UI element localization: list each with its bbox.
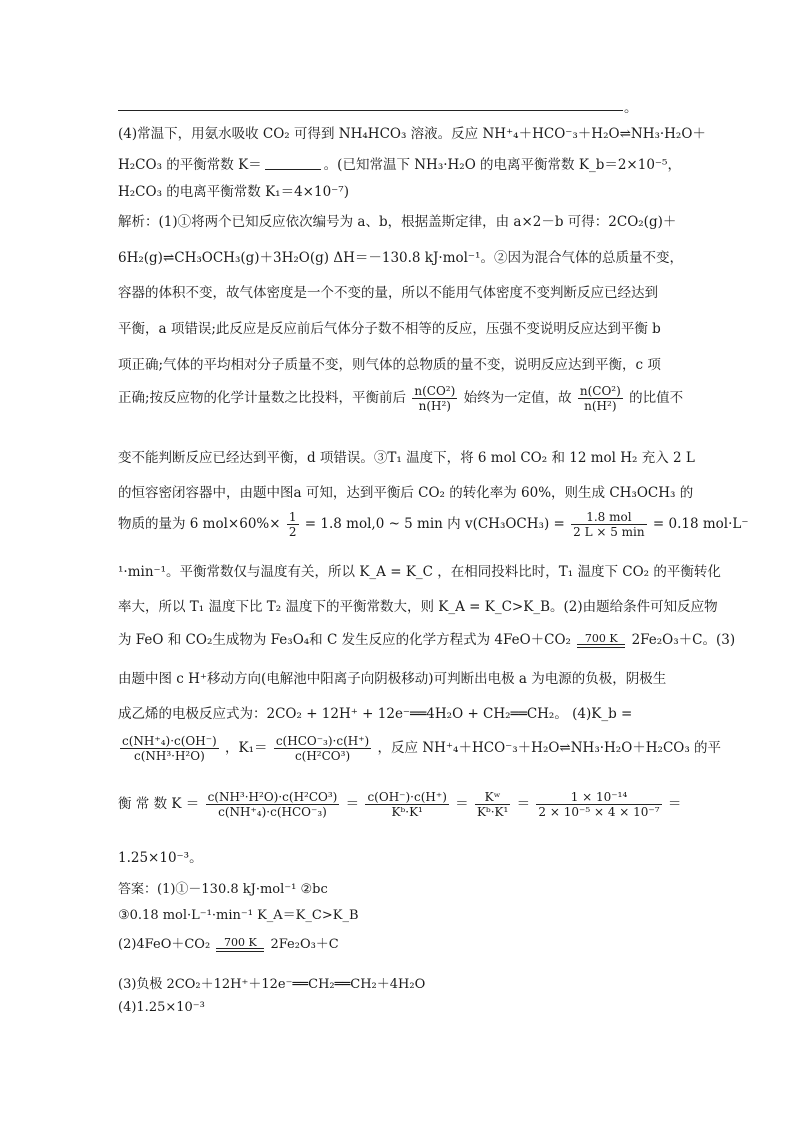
fraction-co2-h2-2: $\frac{\text{n(CO²)}}{\text{n(H²)}}$ — [579, 384, 621, 413]
answer-line-5: (4)1.25×10⁻³ — [118, 1000, 205, 1015]
fraction-kw: $\frac{\text{Kʷ}}{\text{Kᵇ·K¹}}$ — [476, 790, 509, 819]
end-mark: 。 — [624, 100, 638, 116]
q4-line-2: H₂CO₃ 的平衡常数 K＝ 。(已知常温下 NH₃·H₂O 的电离平衡常数 K_b＝2×10⁻⁵， — [118, 157, 681, 173]
solution-line-1: 解析：(1)①将两个已知反应依次编号为 a、b，根据盖斯定律，由 a×2－b 可得：2CO₂(g)＋ — [118, 214, 677, 230]
reversible-arrow-icon: ⇌ — [162, 250, 175, 266]
solution-line-14: 成乙烯的电极反应式为：2CO₂ + 12H⁺ + 12e⁻══4H₂O + CH₂══CH₂。 (4)K_b = — [118, 706, 633, 722]
reaction-condition: 700 K — [216, 937, 264, 952]
fraction-half: $\frac{1}{2}$ — [288, 510, 297, 539]
answer-line-3: (2)4FeO＋CO₂ 700 K 2Fe₂O₃＋C — [118, 936, 339, 952]
fraction-k1: $\frac{\text{c(HCO⁻₃)·c(H⁺)}}{\text{c(H²CO³)}}$ — [275, 734, 370, 763]
fraction-numeric: $\frac{\text{1 × 10⁻¹⁴}}{\text{2 × 10⁻⁵ × 4 × 10⁻⁷}}$ — [538, 790, 660, 819]
reversible-arrow-icon: ⇌ — [619, 126, 631, 142]
solution-line-8: 的恒容密闭容器中，由题中图a 可知，达到平衡后 CO₂ 的转化率为 60%，则生成 CH₃OCH₃ 的 — [118, 485, 694, 501]
reaction-condition: 700 K — [577, 633, 625, 648]
fraction-rate: $\frac{\text{1.8 mol}}{2 L \times 5 \min}$ — [573, 510, 645, 539]
solution-line-9: 物质的量为 6 mol×60%× $\frac{1}{2}$ = 1.8 mol,0 ~ 5 min 内 v(CH₃OCH₃) = $\frac{\text{1.8 mol}}{2 L \times 5 \min}$ = 0.18 mol·L⁻ — [118, 510, 749, 539]
answer-blank-line — [118, 110, 623, 111]
answer-line-2: ③0.18 mol·L⁻¹·min⁻¹ K_A＝K_C>K_B — [118, 908, 359, 923]
q4-line-1: (4)常温下，用氨水吸收 CO₂ 可得到 NH₄HCO₃ 溶液。反应 NH⁺₄＋HCO⁻₃＋H₂O⇌NH₃·H₂O＋ — [118, 126, 706, 142]
solution-line-2: 6H₂(g)⇌CH₃OCH₃(g)＋3H₂O(g) ΔH＝－130.8 kJ·mol⁻¹。②因为混合气体的总质量不变， — [118, 250, 683, 266]
solution-line-11: 率大，所以 T₁ 温度下比 T₂ 温度下的平衡常数大，则 K_A = K_C>K_B。(2)由题给条件可知反应物 — [118, 599, 718, 615]
answer-line-1: 答案：(1)①－130.8 kJ·mol⁻¹ ②bc — [118, 882, 328, 897]
q4-line-3: H₂CO₃ 的电离平衡常数 K₁＝4×10⁻⁷) — [118, 184, 349, 200]
fraction-co2-h2: $\frac{\text{n(CO²)}}{\text{n(H²)}}$ — [414, 384, 456, 413]
solution-line-12: 为 FeO 和 CO₂生成物为 Fe₃O₄和 C 发生反应的化学方程式为 4FeO＋CO₂ 700 K 2Fe₂O₃＋C。(3) — [118, 632, 736, 648]
solution-line-3: 容器的体积不变，故气体密度是一个不变的量，所以不能用气体密度不变判断反应已经达到 — [118, 285, 658, 301]
fraction-kb: $\frac{\text{c(NH⁺₄)·c(OH⁻)}}{\text{c(NH³·H²O)}}$ — [122, 734, 217, 763]
solution-line-4: 平衡，a 项错误;此反应是反应前后气体分子数不相等的反应，压强不变说明反应达到平衡 b — [118, 321, 661, 337]
fraction-k-expr: $\frac{\text{c(NH³·H²O)·c(H²CO³)}}{\text{c(NH⁺₄)·c(HCO⁻₃)}}$ — [207, 790, 338, 819]
solution-line-15: $\frac{\text{c(NH⁺₄)·c(OH⁻)}}{\text{c(NH³·H²O)}}$ ，K₁＝ $\frac{\text{c(HCO⁻₃)·c(H⁺)}}{\text{c(H²CO³)}}$ ，反应 NH⁺₄＋HCO⁻₃＋H₂O⇌NH₃·H₂O＋H₂CO₃ 的平 — [122, 734, 722, 763]
answer-line-4: (3)负极 2CO₂＋12H⁺＋12e⁻══CH₂══CH₂＋4H₂O — [118, 977, 426, 992]
fraction-k-ions: $\frac{c(OH^-)\cdot c(H^+)}{\text{Kᵇ·K¹}}$ — [367, 790, 447, 819]
solution-line-7: 变不能判断反应已经达到平衡，d 项错误。③T₁ 温度下，将 6 mol CO₂ 和 12 mol H₂ 充入 2 L — [118, 450, 695, 466]
solution-line-16: 衡 常 数 K ＝ $\frac{\text{c(NH³·H²O)·c(H²CO³)}}{\text{c(NH⁺₄)·c(HCO⁻₃)}}$ ＝ $\frac{c(OH^-)\cdot c(H^+)}{\text{Kᵇ·K¹}}$ ＝ $\frac{\text{Kʷ}}{\text{Kᵇ·K¹}}$ ＝ $\frac{\text{1 × 10⁻¹⁴}}{\text{2 × 10⁻⁵ × 4 × 10⁻⁷}}$ ＝ — [118, 790, 682, 819]
solution-line-17: 1.25×10⁻³。 — [118, 850, 203, 866]
solution-line-10: ¹·min⁻¹。平衡常数仅与温度有关，所以 K_A = K_C ，在相同投料比时，T₁ 温度下 CO₂ 的平衡转化 — [118, 564, 721, 580]
answer-blank[interactable] — [265, 157, 321, 170]
solution-line-13: 由题中图 c H⁺移动方向(电解池中阳离子向阴极移动)可判断出电极 a 为电源的负极，阴极生 — [118, 671, 667, 687]
solution-line-6: 正确;按反应物的化学计量数之比投料，平衡前后 $\frac{\text{n(CO²)}}{\text{n(H²)}}$ 始终为一定值，故 $\frac{\text{n(CO²)}}{\text{n(H²)}}$ 的比值不 — [118, 384, 684, 413]
solution-line-5: 项正确;气体的平均相对分子质量不变，则气体的总物质的量不变，说明反应达到平衡，c 项 — [118, 357, 661, 373]
reversible-arrow-icon: ⇌ — [559, 740, 571, 756]
